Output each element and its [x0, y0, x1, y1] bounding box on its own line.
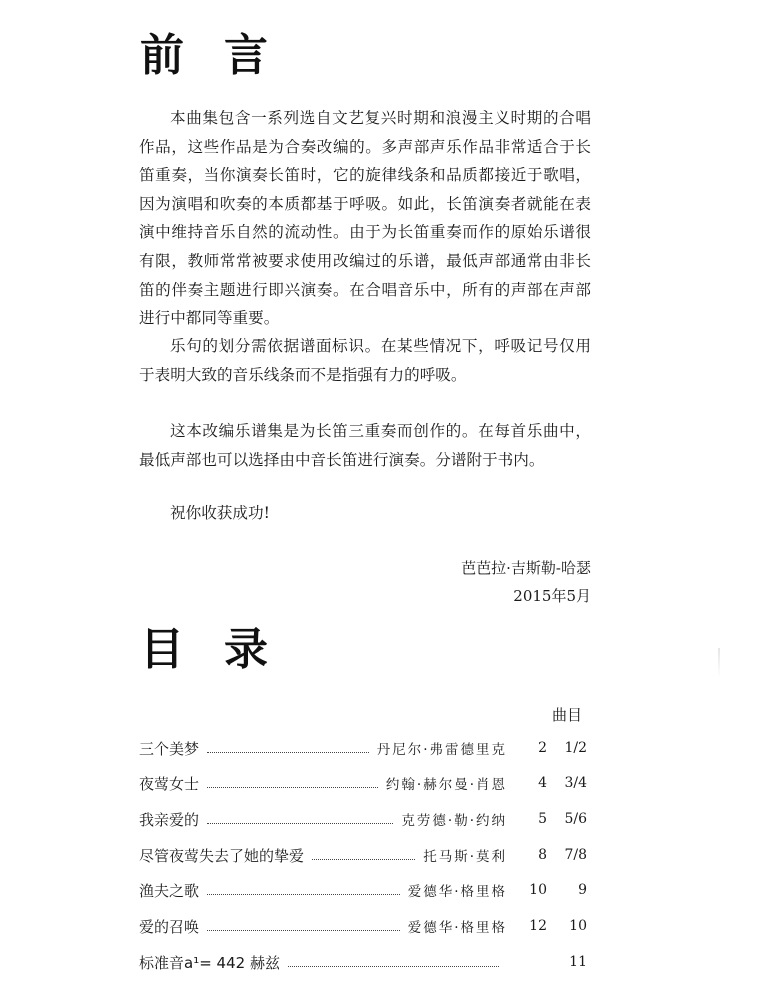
- leader-dots: [207, 894, 400, 895]
- leader-dots: [207, 823, 393, 824]
- toc-entry-title: 标准音a¹= 442 赫兹: [139, 953, 280, 972]
- toc-entry-title: 夜莺女士: [139, 774, 200, 793]
- toc-entry-composer: 丹尼尔·弗雷德里克: [376, 742, 507, 758]
- toc-entry-title: 三个美梦: [139, 739, 200, 758]
- preface-paragraph-3: 这本改编乐谱集是为长笛三重奏而创作的。在每首乐曲中，最低声部也可以选择由中音长笛进行演奏。分谱附于书内。: [139, 422, 591, 469]
- toc-title: 目录: [140, 624, 308, 675]
- toc-entry-page: 10: [529, 882, 547, 898]
- toc-entry[interactable]: [139, 914, 587, 938]
- toc-entry-part: 7/8: [564, 847, 587, 863]
- leader-dots: [312, 859, 415, 860]
- toc-entry-part: 9: [578, 882, 587, 898]
- leader-dots: [207, 930, 400, 931]
- toc-entry-part: 10: [569, 918, 587, 934]
- toc-entry-composer: 托马斯·莫利: [423, 849, 507, 865]
- toc-entry-page: 8: [538, 847, 547, 863]
- leader-dots: [288, 966, 499, 967]
- preface-paragraph-2: 乐句的划分需依据谱面标识。在某些情况下，呼吸记号仅用于表明大致的音乐线条而不是指强有力的呼吸。: [139, 337, 591, 384]
- toc-header: 曲目: [552, 706, 583, 724]
- toc-entry-part: 3/4: [564, 775, 587, 791]
- toc-entry-page: 2: [538, 740, 547, 756]
- toc-entry-title: 爱的召唤: [139, 917, 200, 936]
- toc-entry[interactable]: [139, 878, 587, 902]
- toc-entry-composer: 克劳德·勒·约纳: [401, 813, 507, 829]
- toc-entry-page: 12: [529, 918, 547, 934]
- toc-entry-title: 我亲爱的: [139, 810, 200, 829]
- toc-entry-page: 5: [538, 811, 547, 827]
- leader-dots: [207, 752, 369, 753]
- preface-date: 2015年5月: [513, 587, 591, 605]
- preface-closing: 祝你收获成功!: [170, 504, 270, 522]
- toc-entry-part: 11: [569, 954, 587, 970]
- toc-entry[interactable]: [139, 843, 587, 867]
- scan-mark: [718, 648, 720, 678]
- toc-entry-title: 渔夫之歌: [139, 881, 200, 900]
- leader-dots: [207, 787, 378, 788]
- toc-entry-composer: 爱德华·格里格: [407, 920, 507, 936]
- toc-entry-part: 5/6: [564, 811, 587, 827]
- toc-entry-title: 尽管夜莺失去了她的挚爱: [139, 846, 305, 865]
- toc-entry-composer: 爱德华·格里格: [407, 884, 507, 900]
- preface-title: 前言: [140, 30, 308, 81]
- toc-entry[interactable]: [139, 771, 587, 795]
- preface-author: 芭芭拉·吉斯勒-哈瑟: [461, 559, 591, 577]
- toc-entry[interactable]: [139, 736, 587, 760]
- toc-entry-composer: 约翰·赫尔曼·肖恩: [385, 777, 507, 793]
- toc-entry-part: 1/2: [564, 740, 587, 756]
- toc-entry-page: 4: [538, 775, 547, 791]
- toc-entry[interactable]: [139, 807, 587, 831]
- toc-entry[interactable]: [139, 950, 587, 974]
- preface-paragraph-1: 本曲集包含一系列选自文艺复兴时期和浪漫主义时期的合唱作品，这些作品是为合奏改编的。多声部声乐作品非常适合于长笛重奏，当你演奏长笛时，它的旋律线条和品质都接近于歌唱，因为演唱和吹奏的本质都基于呼吸。如此，长笛演奏者就能在表演中维持音乐自然的流动性。由于为长笛重奏而作的原始乐谱很有限，教师常常被要求使用改编过的乐谱，最低声部通常由非长笛的伴奏主题进行即兴演奏。在合唱音乐中，所有的声部在声部进行中都同等重要。: [139, 109, 591, 328]
